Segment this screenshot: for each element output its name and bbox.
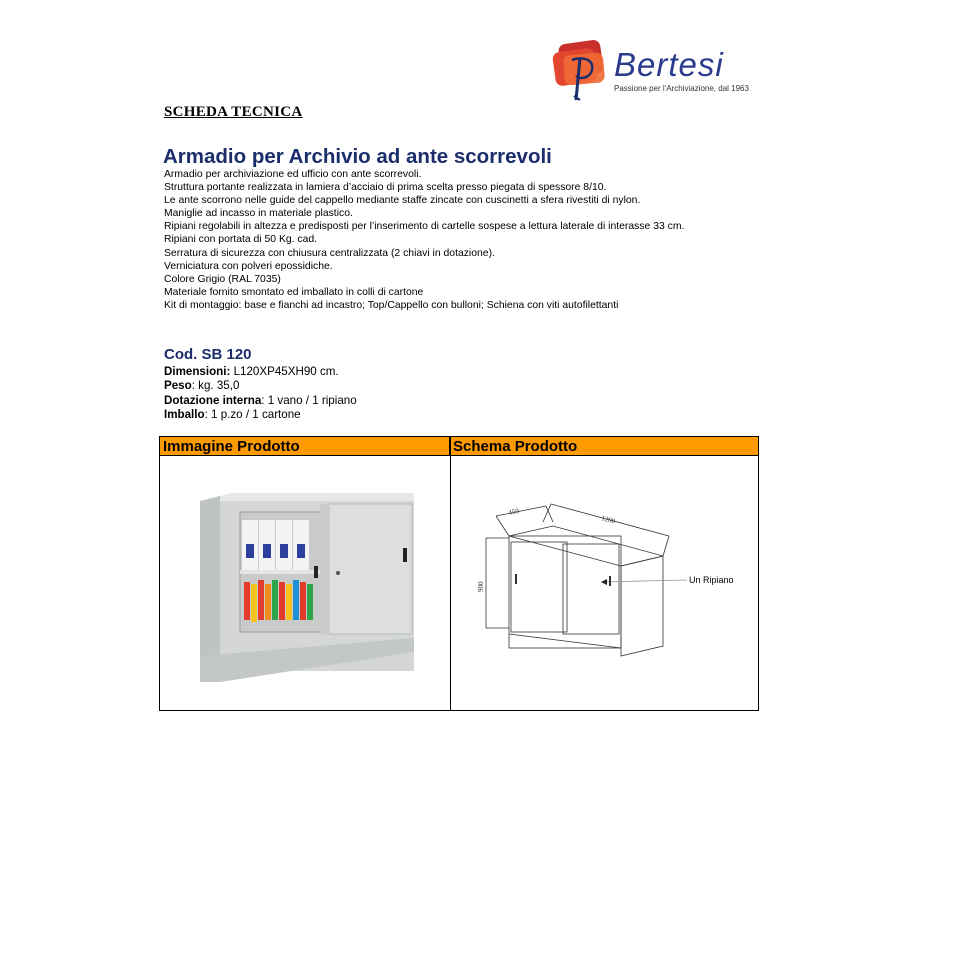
spec-label: Dotazione interna [164, 393, 262, 407]
description-line: Le ante scorrono nelle guide del cappello mediante staffe zincate con cuscinetti a sfera rivestiti di nylon. [164, 195, 641, 207]
description-line: Ripiani regolabili in altezza e predisposti per l’inserimento di cartelle sospese a lettura laterale di interasse 33 cm. [164, 221, 685, 233]
spec-imballo [164, 408, 357, 422]
description-line: Verniciatura con polveri epossidiche. [164, 260, 333, 272]
product-code: Cod. SB 120 [164, 346, 252, 363]
schema-callout-label: Un Ripiano [689, 575, 734, 585]
description-line: Materiale fornito smontato ed imballato in colli di cartone [164, 286, 424, 298]
description-line: Colore Grigio (RAL 7035) [164, 273, 281, 285]
spec-label: Imballo [164, 408, 205, 422]
description-line: Kit di montaggio: base e fianchi ad incastro; Top/Cappello con bulloni; Schiena con viti autofilettanti [164, 299, 619, 311]
product-specs [164, 365, 357, 423]
bertesi-logo [550, 36, 760, 108]
spec-dimensioni [164, 365, 357, 379]
spec-label: Peso [164, 379, 192, 393]
description-line: Serratura di sicurezza con chiusura centralizzata (2 chiavi in dotazione). [164, 247, 495, 259]
spec-value: L120XP45XH90 cm. [230, 365, 339, 378]
brand-tagline: Passione per l'Archiviazione, dal 1963 [614, 84, 749, 93]
schema-width-label: 1200 [600, 514, 617, 526]
sheet-label: SCHEDA TECNICA [164, 104, 303, 120]
cabinet-photo-image [160, 456, 450, 710]
spec-dotazione [164, 394, 357, 408]
logo-mark-icon [550, 36, 620, 108]
spec-value: : kg. 35,0 [191, 379, 240, 393]
product-description [164, 168, 684, 312]
description-line: Struttura portante realizzata in lamiera d’acciaio di prima scelta presso piegata di spessore 8/10. [164, 182, 607, 194]
product-table [159, 436, 759, 711]
spec-value: : 1 vano / 1 ripiano [261, 393, 357, 407]
description-line: Ripiani con portata di 50 Kg. cad. [164, 234, 318, 246]
spec-value: : 1 p.zo / 1 cartone [204, 408, 301, 422]
brand-name: Bertesi [614, 46, 724, 83]
product-image [160, 456, 450, 710]
spec-peso [164, 379, 357, 393]
schema-depth-label: 450 [507, 506, 520, 517]
schema-height-label: 900 [477, 581, 485, 592]
description-line: Maniglie ad incasso in materiale plastico. [164, 208, 353, 220]
product-schema [451, 456, 758, 710]
spec-label: Dimensioni: [164, 365, 231, 378]
header-immagine-prodotto: Immagine Prodotto [160, 437, 450, 456]
product-title: Armadio per Archivio ad ante scorrevoli [163, 145, 552, 168]
description-line: Armadio per archiviazione ed ufficio con ante scorrevoli. [164, 169, 422, 180]
header-schema-prodotto: Schema Prodotto [450, 437, 758, 456]
